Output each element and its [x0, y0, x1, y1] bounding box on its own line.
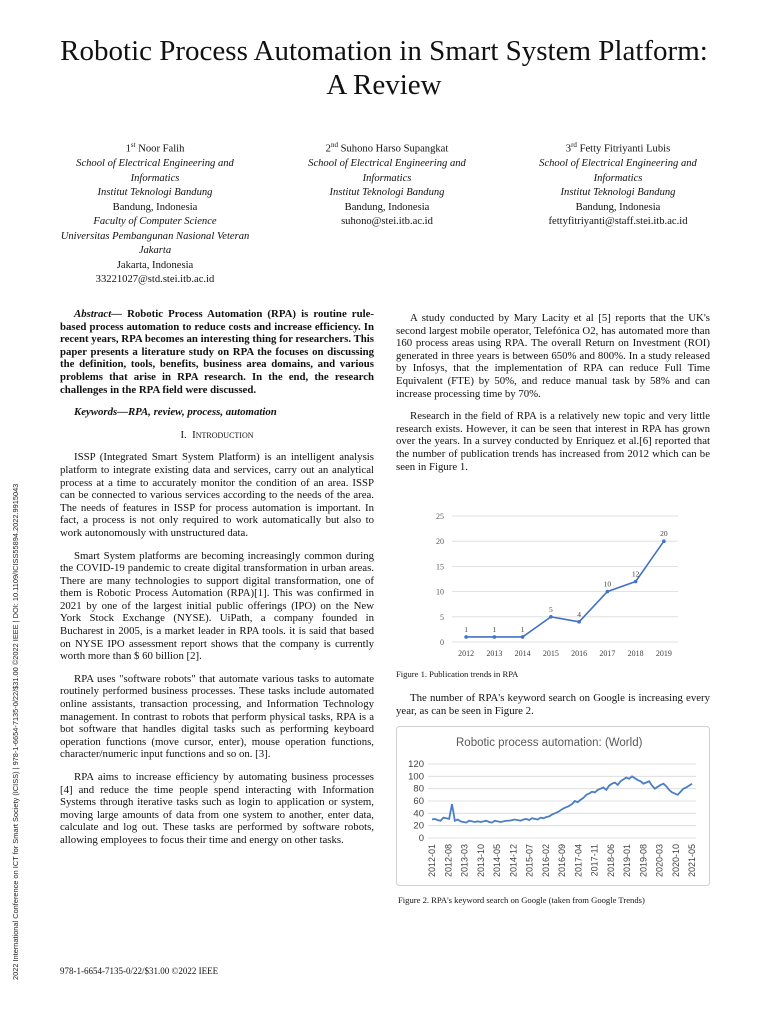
paragraph: ISSP (Integrated Smart System Platform) is an intelligent analysis platform to integrate existing data and services, carry out an analytical process at a time to accurately monitor the condition of an area. ISSP can be connected to various services according to the needs of the area. The needs of features in ISSP for process automation is important. In fact, a process is not only required to work automatically but also to work autonomously with unstructured data. [60, 451, 374, 539]
figure-2-chart [396, 726, 710, 886]
author-institution: Institut Teknologi Bandung [97, 187, 213, 199]
author-affiliation-2: Faculty of Computer Science [93, 216, 217, 228]
data-point [634, 580, 638, 584]
x-tick-label: 2016-09 [557, 844, 567, 878]
y-tick-label: 100 [408, 771, 424, 783]
x-tick-label: 2016 [571, 649, 588, 658]
author-city-2: Jakarta, Indonesia [116, 259, 194, 271]
keywords: Keywords—RPA, review, process, automation [74, 406, 277, 419]
x-tick-label: 2012-08 [443, 844, 454, 878]
author-affiliation: School of Electrical Engineering and Informatics [76, 158, 234, 184]
figure-2-caption: Figure 2. RPA's keyword search on Google (taken from Google Trends) [398, 895, 645, 905]
right-column [396, 312, 710, 483]
paragraph: Research in the field of RPA is a relatively new topic and very little research exists. However, it can be seen that interest in RPA has grown over the years. In a survey conducted by Enriquez et al.[6] reported that the number of publication trends has increased from 2012 which can be seen in Figure 1. [396, 410, 710, 473]
author-institution: Institut Teknologi Bandung [329, 187, 445, 199]
data-label: 5 [549, 604, 553, 614]
chart-title: Robotic process automation: (World) [456, 737, 643, 749]
data-label: 20 [660, 529, 668, 539]
x-tick-label: 2020-03 [654, 844, 665, 878]
conference-sidebar: 2022 International Conference on ICT for Smart Society (ICISS) | 978-1-6654-7135-0/22/$31.00 ©2022 IEEE | DOI: 10.1109/ICISS55894.2022.9915043 [11, 483, 20, 980]
figure-1-caption: Figure 1. Publication trends in RPA [396, 669, 519, 679]
x-tick-label: 2016-02 [540, 844, 551, 878]
y-tick-label: 0 [418, 833, 424, 844]
author-city: Bandung, Indonesia [575, 201, 661, 213]
x-tick-label: 2020-10 [670, 844, 681, 878]
abstract: Abstract— Robotic Process Automation (RPA) is routine rule-based process automation to reduce costs and increase efficiency. In recent years, RPA becomes an interesting thing for researchers. This paper presents a literature study on RPA the focuses on discussing the definition, tools, benefits, business area domains, and various problems that arise in RPA research. In the end, the research challenges in the RPA field were discussed. [60, 308, 374, 396]
author-email: 33221027@std.stei.itb.ac.id [95, 274, 215, 286]
x-tick-label: 2017-04 [573, 844, 584, 878]
y-tick-label: 20 [436, 537, 444, 547]
x-tick-label: 2015 [542, 649, 559, 658]
paragraph: A study conducted by Mary Lacity et al [5] reports that the UK's second largest mobile operator, Telefónica O2, has automated more than 160 process areas using RPA. The overall Return on Investment (ROI) generated in three years is between 650% and 800%. In a study released by Infosys, that the implementation of RPA can reduce Full Time Equivalent (FTE) by 50%, and reduce manual task by 58% and can increase processing time by 70%. [396, 312, 710, 400]
data-point [493, 635, 497, 639]
y-tick-label: 10 [436, 587, 444, 597]
x-tick-label: 2021-05 [687, 844, 697, 878]
x-tick-label: 2018 [627, 649, 644, 658]
x-tick-label: 2015-07 [524, 844, 535, 878]
data-label: 1 [520, 624, 525, 634]
y-tick-label: 25 [436, 512, 444, 521]
x-tick-label: 2017-11 [589, 844, 600, 877]
paragraph: The number of RPA's keyword search on Google is increasing every year, as can be seen in Figure 2. [396, 692, 710, 717]
author-block-2 [287, 138, 487, 230]
author-name: 2nd Suhono Harso Supangkat [325, 141, 449, 155]
x-tick-label: 2014 [514, 649, 531, 658]
data-point [662, 539, 666, 543]
data-label: 10 [603, 579, 612, 589]
footer-copyright: 978-1-6654-7135-0/22/$31.00 ©2022 IEEE [60, 966, 219, 976]
x-tick-label: 2012-01 [427, 844, 437, 878]
y-tick-label: 80 [413, 783, 424, 795]
x-tick-label: 2013-03 [459, 844, 470, 878]
figure-1-chart [420, 506, 690, 662]
x-tick-label: 2012 [458, 649, 475, 658]
y-tick-label: 15 [436, 562, 444, 572]
paragraph: RPA aims to increase efficiency by automating business processes [4] and reduce the time people spend interacting with Information Systems through iterative tasks such as login to application or system, moving large amounts of data from one system to another, enter data, calculate and log out. These tasks are performed by software robots, allowing employees to focus their time and energy on other tasks. [60, 771, 374, 846]
data-point [606, 590, 610, 594]
author-block-1 [55, 138, 255, 288]
author-city: Bandung, Indonesia [344, 201, 430, 213]
x-tick-label: 2019-08 [638, 844, 649, 878]
data-point [464, 635, 468, 639]
section-heading: I. Introduction [180, 428, 254, 441]
paragraph: Smart System platforms are becoming increasingly common during the COVID-19 pandemic to create digital transformation in urban areas. There are many technologies to support digital transformation, one of them is Robotic Process Automation (RPA)[1]. This was confirmed in 2021 by one of the largest initial public offerings (IPO) on the New York Stock Exchange (NYSE). UiPath, a company founded in Bucharest in 2005, is a market leader in RPA tools. it is said that based on NYSE IPO assessment report shows that the company is currently worth more than $ 60 billion [2]. [60, 549, 374, 663]
x-tick-label: 2019-01 [622, 844, 632, 878]
data-label: 1 [492, 624, 497, 634]
right-column-lower [396, 692, 710, 727]
author-affiliation: School of Electrical Engineering and Informatics [539, 158, 697, 184]
author-email: suhono@stei.itb.ac.id [341, 216, 433, 228]
y-tick-label: 120 [408, 759, 424, 770]
author-email: fettyfitriyanti@staff.stei.itb.ac.id [548, 216, 688, 228]
x-tick-label: 2013-10 [475, 844, 486, 878]
author-affiliation: School of Electrical Engineering and Informatics [308, 158, 466, 184]
series-line [466, 541, 664, 637]
y-tick-label: 20 [413, 820, 424, 832]
data-label: 1 [464, 624, 468, 634]
x-tick-label: 2013 [486, 649, 503, 658]
paragraph: RPA uses "software robots" that automate various tasks to automate routinely performed business processes. These tasks include automated online assistants, transaction processing, and Information Technology management. In contrast to robots that perform physical tasks, RPA is a bot software that handles digital tasks such as performing keyboard operation functions (move cursor, enter), mouse operation functions, character/numeric input functions and so on. [3]. [60, 672, 374, 761]
x-tick-label: 2019 [655, 649, 672, 658]
author-institution-2: Universitas Pembangunan Nasional Veteran Jakarta [60, 230, 250, 257]
y-tick-label: 5 [440, 612, 444, 622]
paper-title: Robotic Process Automation in Smart System Platform: A Review [60, 35, 708, 101]
author-city: Bandung, Indonesia [112, 201, 198, 213]
x-tick-label: 2014-05 [492, 844, 502, 878]
y-tick-label: 0 [440, 638, 444, 647]
y-tick-label: 60 [413, 796, 424, 807]
author-institution: Institut Teknologi Bandung [560, 187, 676, 199]
data-point [521, 635, 525, 639]
x-tick-label: 2018-06 [605, 844, 616, 878]
data-label: 4 [577, 609, 581, 619]
author-name: 3rd Fetty Fitriyanti Lubis [565, 141, 671, 155]
y-tick-label: 40 [413, 808, 424, 820]
data-point [549, 615, 553, 619]
author-block-3 [518, 138, 718, 230]
data-point [577, 620, 581, 624]
data-label: 12 [631, 569, 640, 579]
x-tick-label: 2014-12 [508, 844, 519, 878]
x-tick-label: 2017 [599, 649, 616, 658]
left-column [60, 308, 374, 857]
author-name: 1st Noor Falih [125, 141, 185, 155]
